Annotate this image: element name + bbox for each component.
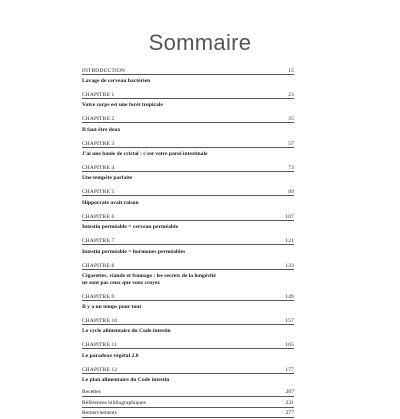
toc-entry-header	[82, 88, 294, 99]
page-number: 35	[288, 116, 294, 123]
chapter-label: CHAPITRE 3	[82, 140, 115, 147]
toc-entry-chapter-11	[82, 339, 294, 363]
chapter-label: CHAPITRE 10	[82, 318, 118, 325]
toc-entry-chapter-4	[82, 162, 294, 186]
appendix-label: Références bibliographiques	[82, 399, 146, 406]
page-number: 89	[288, 189, 294, 196]
chapter-label: CHAPITRE 8	[82, 262, 115, 269]
toc-entry-header	[82, 113, 294, 124]
page-number: 133	[285, 262, 294, 269]
toc-entry-header	[82, 315, 294, 326]
toc-entry-header	[82, 339, 294, 350]
chapter-title: Intestin perméable = hormones perméables	[82, 248, 186, 255]
chapter-title: Il y a un temps pour tout	[82, 304, 142, 311]
chapter-label: CHAPITRE 9	[82, 293, 115, 300]
chapter-title: Intestin perméable = cerveau perméable	[82, 224, 179, 231]
chapter-label: CHAPITRE 4	[82, 165, 115, 172]
chapter-label: CHAPITRE 1	[82, 91, 115, 98]
chapter-label: CHAPITRE 12	[82, 366, 118, 373]
chapter-title: Votre corps est une forêt tropicale	[82, 102, 163, 109]
toc-entry-chapter-2	[82, 113, 294, 137]
toc-entry-chapter-7	[82, 235, 294, 259]
toc-entry-chapter-9	[82, 290, 294, 314]
toc-entry-recettes	[82, 388, 294, 399]
toc-appendix-row	[82, 388, 294, 398]
toc-entry-header	[82, 290, 294, 301]
chapter-label: CHAPITRE 7	[82, 238, 115, 245]
chapter-title: Le plan alimentaire du Code intestin	[82, 377, 170, 384]
page-number: 157	[285, 318, 294, 325]
chapter-title: Une tempête parfaite	[82, 175, 133, 182]
chapter-label: CHAPITRE 11	[82, 342, 118, 349]
toc-entry-chapter-5	[82, 186, 294, 210]
toc-entry-header	[82, 259, 294, 270]
page-number: 57	[288, 140, 294, 147]
toc-entry-header	[82, 162, 294, 173]
page-number: 121	[285, 238, 294, 245]
toc-entry-chapter-3	[82, 137, 294, 161]
chapter-title-line-2: ne sont pas ceux que vous croyez	[82, 280, 160, 287]
chapter-title: J'ai une boule de cristal : c'est votre paroi intestinale	[82, 151, 208, 158]
chapter-title: Lavage de cerveau bactérien	[82, 77, 151, 84]
chapter-label: CHAPITRE 5	[82, 189, 115, 196]
page-number: 177	[285, 366, 294, 373]
toc-entry-header	[82, 64, 294, 75]
chapter-title: Hippocrate avait raison	[82, 199, 139, 206]
toc-entry-header	[82, 210, 294, 221]
appendix-label: Remerciements	[82, 410, 117, 417]
page-number: 107	[285, 213, 294, 220]
page-number: 15	[288, 67, 294, 74]
chapter-label: INTRODUCTION	[82, 67, 126, 74]
toc-entry-header	[82, 186, 294, 197]
toc-entry-chapter-6	[82, 210, 294, 234]
toc-appendix-row	[82, 409, 294, 419]
appendix-label: Recettes	[82, 389, 101, 396]
page-number: 277	[285, 410, 294, 417]
page-number: 149	[285, 293, 294, 300]
chapter-title: Le paradoxe végétal 2.0	[82, 352, 139, 359]
chapter-title: Le cycle alimentaire du Code intestin	[82, 328, 171, 335]
page-number: 207	[285, 389, 294, 396]
toc-entry-header	[82, 235, 294, 246]
chapter-label: CHAPITRE 6	[82, 213, 115, 220]
toc-entry-chapter-1	[82, 88, 294, 112]
page-number: 73	[288, 165, 294, 172]
page-title: Sommaire	[148, 30, 252, 55]
toc-entry-chapter-12	[82, 363, 294, 387]
chapter-title: Cigarettes, viande et fromage : les secrets de la longévité	[82, 273, 216, 280]
toc-entry-header	[82, 363, 294, 374]
chapter-label: CHAPITRE 2	[82, 116, 115, 123]
page-number: 23	[288, 91, 294, 98]
toc-entry-introduction	[82, 64, 294, 88]
table-of-contents	[82, 64, 294, 419]
page-number: 165	[285, 342, 294, 349]
toc-entry-header	[82, 137, 294, 148]
page-number: 231	[285, 399, 294, 406]
toc-entry-chapter-10	[82, 315, 294, 339]
toc-entry-chapter-8	[82, 259, 294, 290]
toc-entry-remerciements	[82, 409, 294, 419]
chapter-title: Il faut être deux	[82, 126, 121, 133]
